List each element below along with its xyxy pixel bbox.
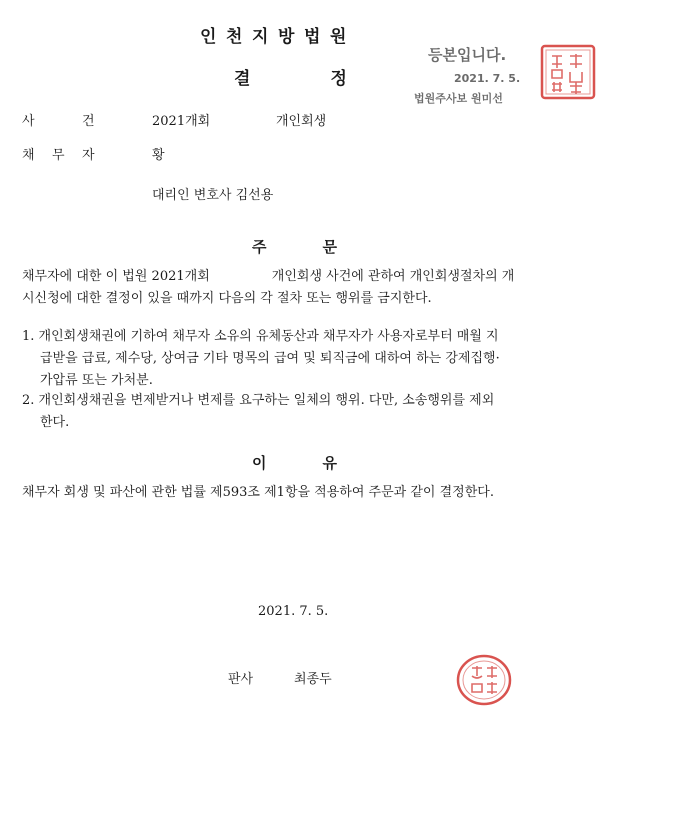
order-item-2 (22, 390, 494, 434)
reason-heading-char: 유 (322, 454, 337, 472)
court-name (200, 22, 356, 47)
case-type: 개인회생 (276, 114, 327, 129)
court-name-char: 지 (252, 27, 269, 47)
court-name-char: 원 (330, 27, 347, 47)
case-label-char: 사 (22, 114, 35, 129)
order-item-text: 한다. (40, 415, 70, 430)
debtor-name: 황 (152, 148, 165, 163)
order-item-text: 급받을 급료, 제수당, 상여금 기타 명목의 급여 및 퇴직금에 대하여 하는 강제집행· (40, 351, 500, 366)
attorney: 대리인 변호사 김선용 (152, 188, 274, 203)
case-label-char: 건 (82, 114, 95, 129)
debtor-label-char: 채 (22, 148, 35, 163)
order-intro (22, 266, 514, 310)
decision-date: 2021. 7. 5. (258, 604, 329, 619)
court-seal-square-icon (540, 44, 596, 100)
case-number: 2021개회 (152, 114, 211, 129)
judge-label: 판사 (228, 672, 254, 687)
certified-copy-stamp: 등본입니다. (428, 46, 507, 64)
order-heading-char: 문 (322, 238, 337, 256)
order-intro-text: 시신청에 대한 결정이 있을 때까지 다음의 각 절차 또는 행위를 금지한다. (22, 291, 432, 306)
doc-type-char: 결 (234, 69, 251, 89)
order-item-text: 가압류 또는 가처분. (40, 373, 153, 388)
judge-name: 최종두 (294, 672, 332, 687)
document-type (234, 64, 347, 89)
order-item-text: 2. 개인회생채권을 변제받거나 변제를 요구하는 일체의 행위. 다만, 소송행위를 제외 (22, 393, 495, 408)
court-name-char: 법 (304, 27, 321, 47)
judge-seal-round-icon (454, 652, 514, 708)
court-name-char: 방 (278, 27, 295, 47)
doc-type-char: 정 (330, 69, 347, 89)
order-item-text: 1. 개인회생채권에 기하여 채무자 소유의 유체동산과 채무자가 사용자로부터 매월 지 (22, 329, 499, 344)
order-item-1 (22, 326, 500, 392)
debtor-label-char: 무 (52, 148, 65, 163)
certifying-clerk: 법원주사보 원미선 (414, 92, 503, 105)
reason-heading-char: 이 (252, 454, 267, 472)
order-intro-text: 개인회생 사건에 관하여 개인회생절차의 개 (271, 269, 515, 284)
reason-heading (252, 452, 337, 473)
debtor-label-char: 자 (82, 148, 95, 163)
court-name-char: 천 (226, 27, 243, 47)
order-heading-char: 주 (252, 238, 267, 256)
order-intro-text: 채무자에 대한 이 법원 2021개회 (22, 269, 210, 284)
case-label (22, 110, 112, 129)
certification-date: 2021. 7. 5. (454, 72, 521, 85)
debtor-label (22, 144, 112, 163)
court-name-char: 인 (200, 27, 217, 47)
reason-text: 채무자 회생 및 파산에 관한 법률 제593조 제1항을 적용하여 주문과 같이 결정한다. (22, 485, 494, 500)
order-heading (252, 236, 337, 257)
